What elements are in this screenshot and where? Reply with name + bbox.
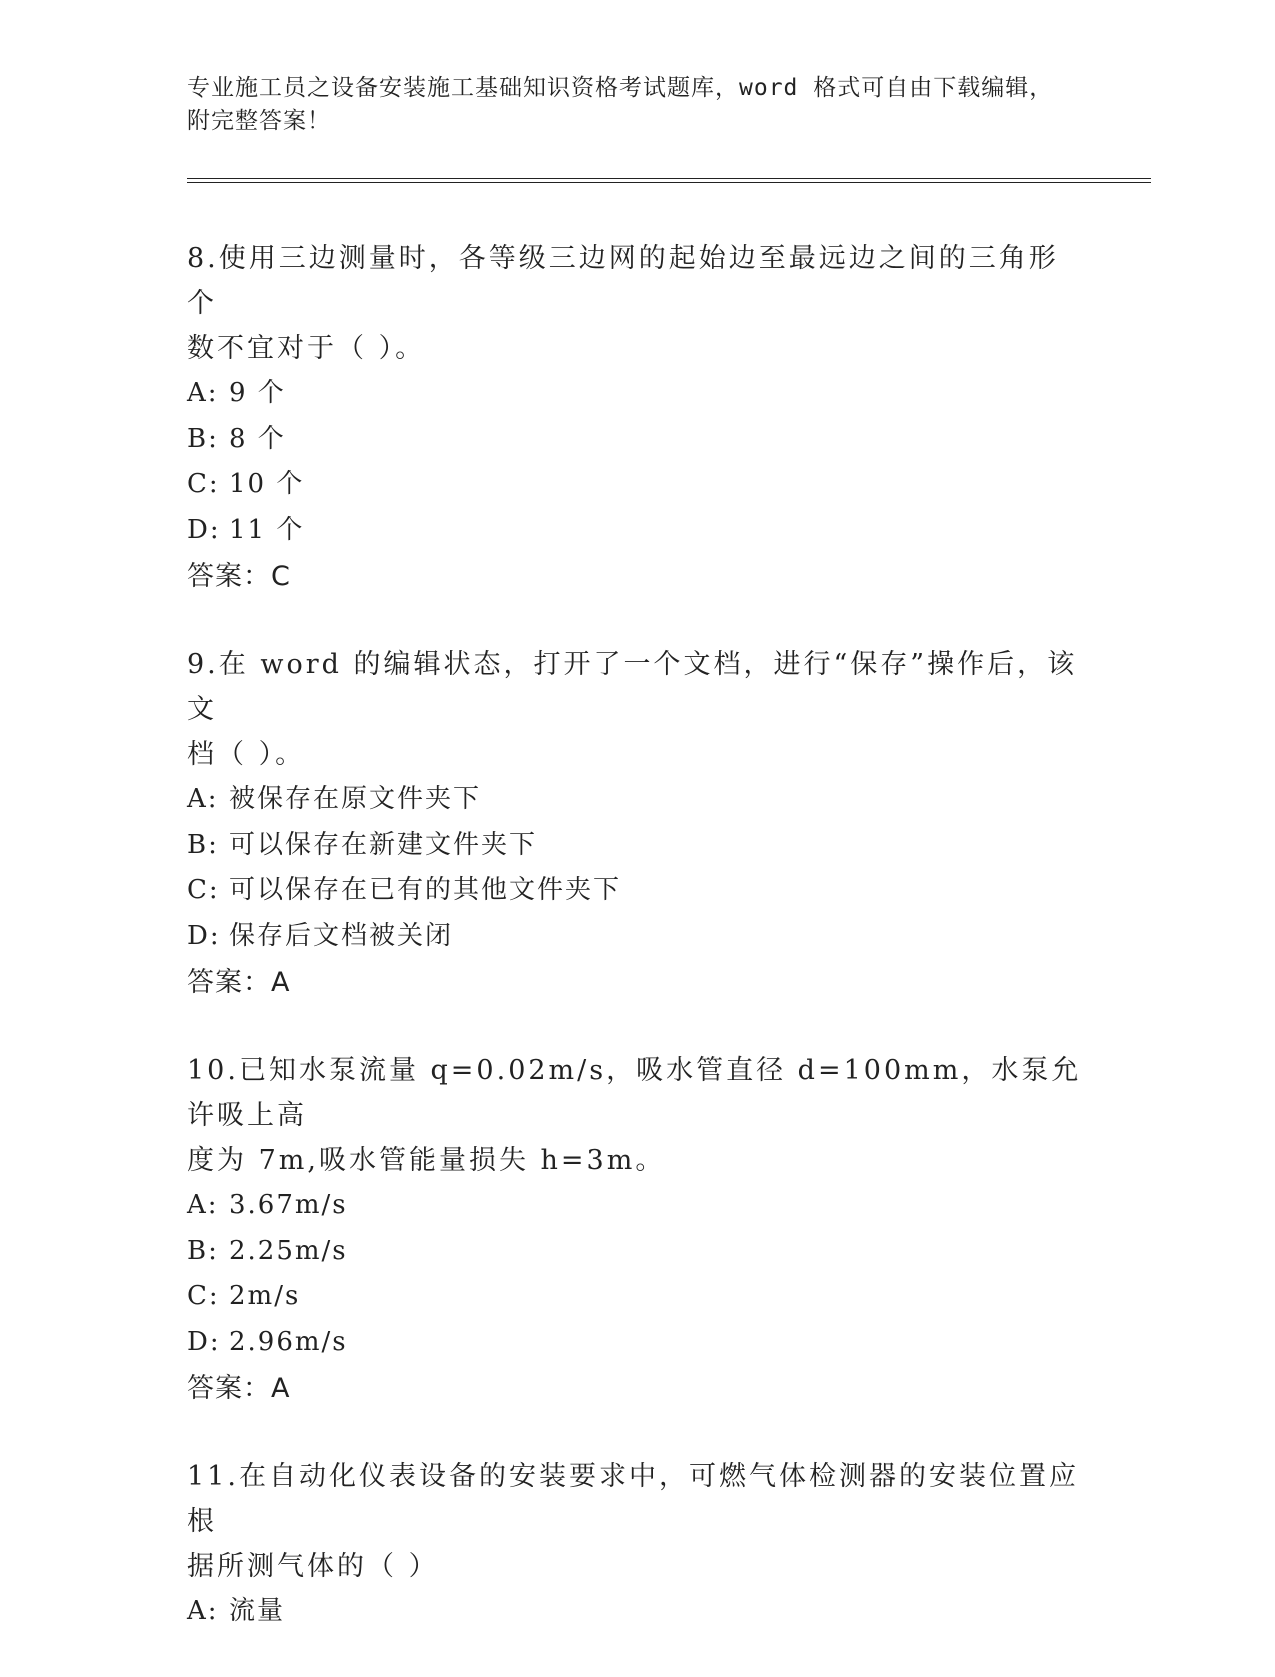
question-8 [187,236,1087,600]
question-text-line-2: 数不宜对于（ ）。 [187,333,426,364]
option-d [187,1320,1087,1366]
option-key: A: [187,378,219,408]
option-text: 可以保存在已有的其他文件夹下 [229,875,622,905]
option-c [187,868,1087,914]
option-a [187,371,1087,417]
option-a [187,1589,1087,1635]
question-text-line-1: 9.在 word 的编辑状态，打开了一个文档，进行“保存”操作后，该文 [187,649,1078,725]
option-key: B: [187,423,219,454]
option-text: 8 个 [229,423,286,454]
option-key: A: [187,784,219,814]
option-key: C: [187,875,220,905]
option-key: C: [187,1281,220,1311]
option-key: B: [187,1235,219,1266]
option-key: D: [187,514,221,545]
option-text: 2.25m/s [229,1235,348,1266]
option-text: 保存后文档被关闭 [229,920,454,951]
option-b [187,417,1087,463]
option-key: A: [187,1190,219,1220]
option-text: 2.96m/s [229,1326,348,1357]
option-c [187,462,1087,508]
option-a [187,777,1087,823]
option-key: D: [187,920,221,951]
answer-line: 答案：C [187,561,291,592]
option-text: 10 个 [229,469,305,499]
header-divider-bottom [187,182,1151,183]
option-text: 被保存在原文件夹下 [229,784,482,814]
question-text-line-2: 据所测气体的（ ） [187,1551,439,1582]
option-text: 3.67m/s [229,1190,348,1220]
option-text: 可以保存在新建文件夹下 [229,829,538,860]
option-key: C: [187,469,220,499]
option-text: 2m/s [229,1281,301,1311]
question-11 [187,1454,1087,1635]
option-d [187,508,1087,554]
option-b [187,1229,1087,1275]
option-text: 流量 [229,1596,286,1626]
answer-line: 答案：A [187,1373,291,1404]
header-divider-top [187,178,1151,179]
option-c [187,1274,1087,1320]
document-header [187,72,1067,138]
question-text-line-2: 度为 7m,吸水管能量损失 h=3m。 [187,1145,666,1176]
header-line-1: 专业施工员之设备安装施工基础知识资格考试题库，word 格式可自由下载编辑， [187,75,1054,101]
option-key: B: [187,829,219,860]
question-text-line-1: 11.在自动化仪表设备的安装要求中，可燃气体检测器的安装位置应根 [187,1461,1079,1537]
option-text: 11 个 [229,514,305,545]
option-key: D: [187,1326,221,1357]
header-line-2: 附完整答案！ [187,108,331,134]
question-text-line-1: 8.使用三边测量时，各等级三边网的起始边至最远边之间的三角形个 [187,243,1059,319]
question-list [187,236,1087,1677]
option-d [187,914,1087,960]
option-a [187,1183,1087,1229]
question-9 [187,642,1087,1006]
question-text-line-1: 10.已知水泵流量 q=0.02m/s，吸水管直径 d=100mm，水泵允许吸上高 [187,1055,1082,1131]
question-text-line-2: 档（ ）。 [187,739,306,770]
answer-line: 答案：A [187,967,291,998]
question-10 [187,1048,1087,1412]
option-b [187,823,1087,869]
option-key: A: [187,1596,219,1626]
option-text: 9 个 [229,378,286,408]
